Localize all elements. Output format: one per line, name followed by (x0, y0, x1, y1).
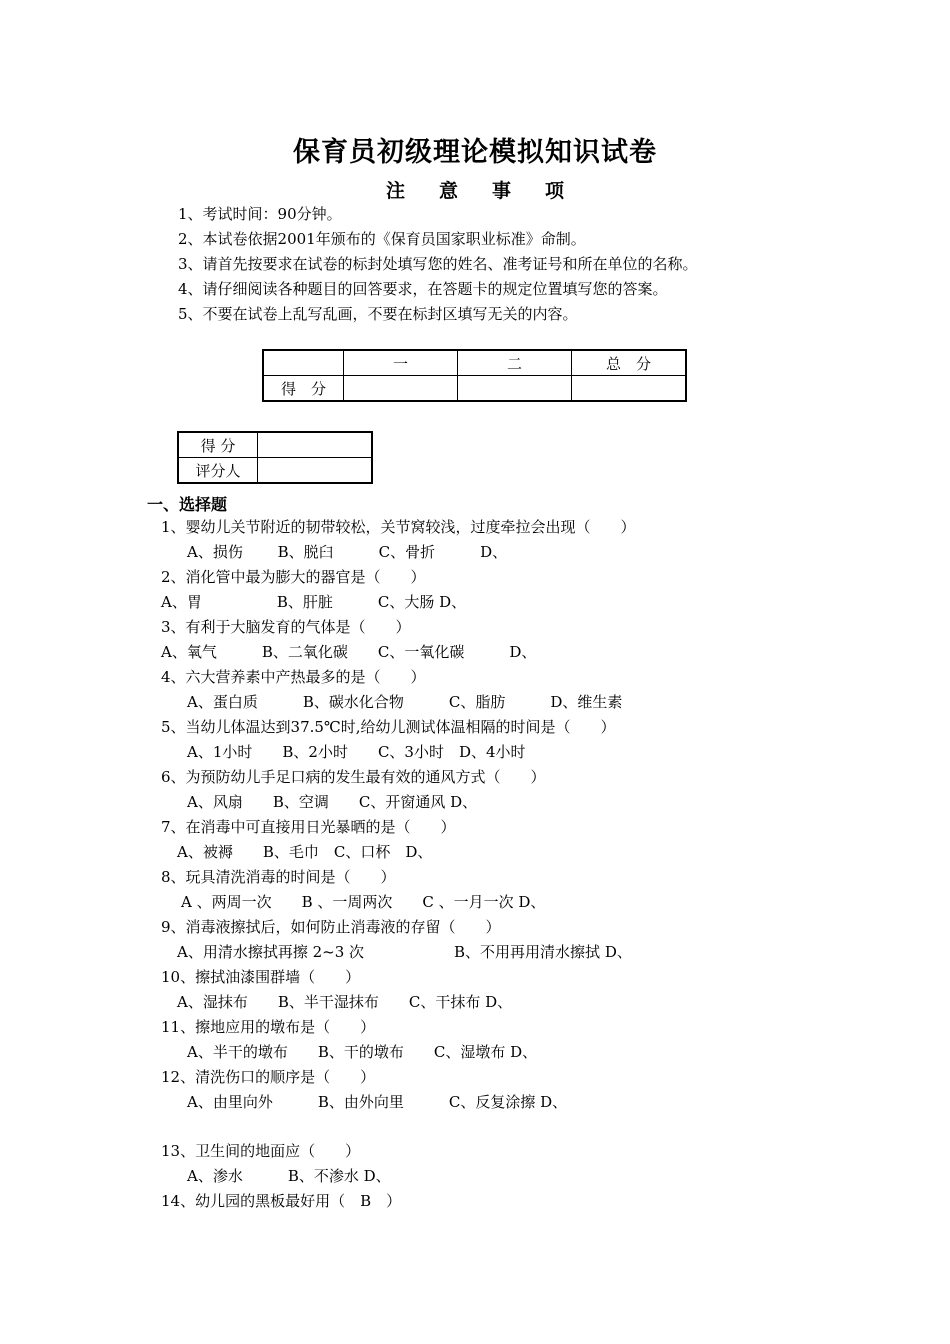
notice-item: 5、不要在试卷上乱写乱画，不要在标封区填写无关的内容。 (178, 305, 578, 323)
question-text: 13、卫生间的地面应（ ） (161, 1142, 361, 1160)
score-header-part1: 一 (344, 350, 458, 376)
question-text: 1、婴幼儿关节附近的韧带较松，关节窝较浅，过度牵拉会出现（ ） (161, 518, 636, 536)
grader-name-cell[interactable] (258, 458, 373, 484)
question-options: A、半干的墩布 B、干的墩布 C、湿墩布 D、 (187, 1043, 538, 1061)
question-text: 4、六大营养素中产热最多的是（ ） (161, 668, 426, 686)
question-text: 14、幼儿园的黑板最好用（ B ） (161, 1192, 402, 1210)
question-options: A、损伤 B、脱臼 C、骨折 D、 (187, 543, 508, 561)
notice-item: 2、本试卷依据2001年颁布的《保育员国家职业标准》命制。 (178, 230, 586, 248)
score-row-label: 得 分 (263, 376, 344, 402)
question-options: A、用清水擦拭再擦 2~3 次 B、不用再用清水擦拭 D、 (177, 943, 632, 961)
notice-item: 4、请仔细阅读各种题目的回答要求，在答题卡的规定位置填写您的答案。 (178, 280, 668, 298)
grader-score-label: 得 分 (178, 432, 258, 458)
score-table (262, 349, 687, 402)
question-options: A、胃 B、肝脏 C、大肠 D、 (161, 593, 467, 611)
question-options: A、由里向外 B、由外向里 C、反复涂擦 D、 (187, 1093, 568, 1111)
grader-name-label: 评分人 (178, 458, 258, 484)
notice-item: 3、请首先按要求在试卷的标封处填写您的姓名、准考证号和所在单位的名称。 (178, 255, 698, 273)
notice-list (178, 202, 698, 327)
section-title: 一、选择题 (147, 495, 228, 514)
question-options: A、渗水 B、不渗水 D、 (187, 1167, 391, 1185)
notice-heading: 注意事项 (385, 180, 598, 202)
question-options: A 、两周一次 B 、一周两次 C 、一月一次 D、 (181, 893, 546, 911)
question-text: 10、擦拭油漆围群墙（ ） (161, 968, 361, 986)
question-text: 9、消毒液擦拭后，如何防止消毒液的存留（ ） (161, 918, 501, 936)
exam-title: 保育员初级理论模拟知识试卷 (293, 137, 657, 168)
question-text: 8、玩具清洗消毒的时间是（ ） (161, 868, 396, 886)
question-text: 12、清洗伤口的顺序是（ ） (161, 1068, 376, 1086)
notice-item: 1、考试时间：90分钟。 (178, 205, 342, 223)
score-header-blank (263, 350, 344, 376)
question-text: 11、擦地应用的墩布是（ ） (161, 1018, 376, 1036)
question-text: 6、为预防幼儿手足口病的发生最有效的通风方式（ ） (161, 768, 546, 786)
score-cell-part2[interactable] (458, 376, 572, 402)
score-header-total: 总 分 (572, 350, 687, 376)
question-text: 5、当幼儿体温达到37.5℃时,给幼儿测试体温相隔的时间是（ ） (161, 718, 616, 736)
question-options: A、被褥 B、毛巾 C、口杯 D、 (177, 843, 433, 861)
question-options: A、风扇 B、空调 C、开窗通风 D、 (187, 793, 478, 811)
question-text: 2、消化管中最为膨大的器官是（ ） (161, 568, 426, 586)
question-text: 7、在消毒中可直接用日光暴晒的是（ ） (161, 818, 456, 836)
grader-table (177, 431, 373, 484)
question-text: 3、有利于大脑发育的气体是（ ） (161, 618, 411, 636)
score-cell-total[interactable] (572, 376, 687, 402)
question-options: A、蛋白质 B、碳水化合物 C、脂肪 D、维生素 (187, 693, 623, 711)
question-options: A、湿抹布 B、半干湿抹布 C、干抹布 D、 (177, 993, 513, 1011)
grader-score-cell[interactable] (258, 432, 373, 458)
question-options: A、1小时 B、2小时 C、3小时 D、4小时 (187, 743, 526, 761)
score-cell-part1[interactable] (344, 376, 458, 402)
score-header-part2: 二 (458, 350, 572, 376)
question-options: A、氧气 B、二氧化碳 C、一氧化碳 D、 (161, 643, 537, 661)
